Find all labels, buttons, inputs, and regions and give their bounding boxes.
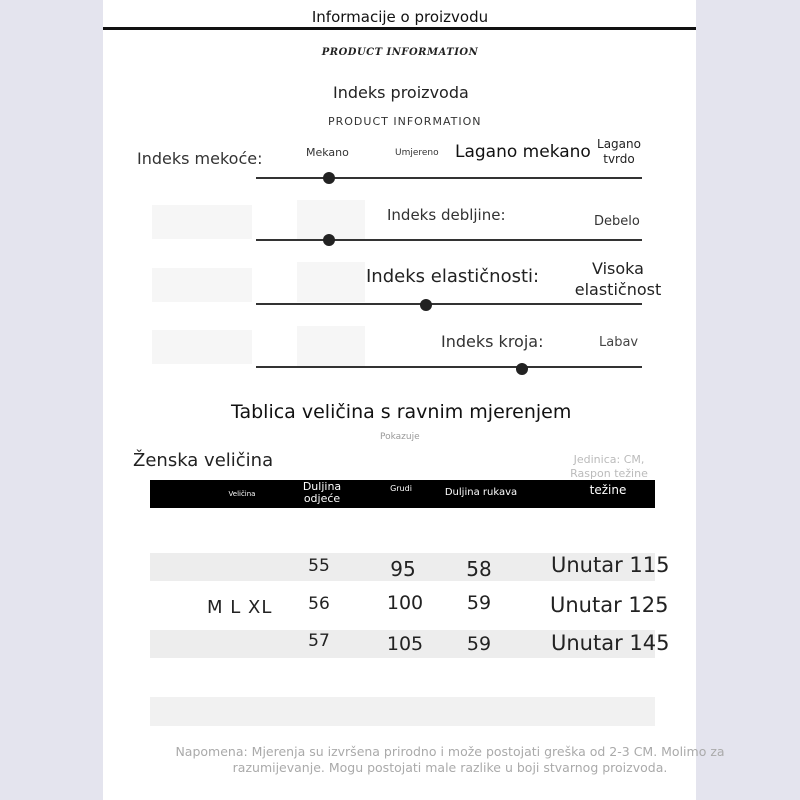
- table-cell: 57: [308, 631, 330, 651]
- background-block: [152, 330, 252, 364]
- table-cell: 59: [466, 592, 492, 614]
- table-cell: Unutar 145: [551, 631, 670, 655]
- fit-right-label: Labav: [599, 335, 639, 350]
- background-block: [297, 326, 365, 366]
- table-cell: 59: [466, 633, 492, 655]
- elasticity-right-label: Visoka elastičnost: [574, 259, 662, 299]
- elasticity-label: Indeks elastičnosti:: [366, 266, 540, 287]
- elasticity-marker: [420, 299, 432, 311]
- index-section-title: Indeks proizvoda: [333, 83, 469, 102]
- table-row-stripe: [150, 697, 655, 726]
- thickness-right-label: Debelo: [594, 214, 640, 229]
- table-cell: 58: [466, 557, 492, 581]
- softness-option-soft: Mekano: [306, 146, 349, 159]
- header-subtitle: PRODUCT INFORMATION: [321, 47, 479, 58]
- header-sleeve: Duljina rukava: [444, 487, 518, 498]
- table-cell: Unutar 115: [551, 553, 670, 577]
- unit-label: Jedinica: CM, Raspon težine: [570, 453, 648, 480]
- header-chest: Grudi: [390, 484, 412, 493]
- index-section-subtitle: PRODUCT INFORMATION: [328, 115, 482, 128]
- size-table-title: Tablica veličina s ravnim mjerenjem: [231, 401, 572, 423]
- table-cell: 100: [386, 592, 424, 614]
- table-cell: Unutar 125: [550, 593, 669, 617]
- size-values: M L XL: [207, 597, 273, 618]
- table-cell: 105: [386, 633, 424, 655]
- thickness-scale-line: [256, 239, 642, 241]
- background-block: [152, 268, 252, 302]
- header-length: Duljina odjeće: [302, 480, 342, 505]
- background-block: [152, 205, 252, 239]
- table-cell: 95: [390, 557, 416, 581]
- softness-option-slightly-hard: Lagano tvrdo: [597, 137, 641, 166]
- thickness-label: Indeks debljine:: [387, 206, 506, 224]
- header-title: Informacije o proizvodu: [311, 8, 489, 26]
- fit-label: Indeks kroja:: [441, 332, 544, 351]
- womens-size-label: Ženska veličina: [133, 450, 274, 471]
- fit-scale-line: [256, 366, 642, 368]
- header-size: Veličina: [228, 490, 256, 498]
- softness-scale-line: [256, 177, 642, 179]
- measurement-note: Napomena: Mjerenja su izvršena prirodno i može postojati greška od 2-3 CM. Molimo za razumijevanje. Mogu postojati male razlike u boji stvarnog proizvoda.: [175, 744, 725, 775]
- size-table-subtitle: Pokazuje: [380, 432, 420, 442]
- table-cell: 56: [308, 594, 330, 614]
- softness-option-slightly-soft: Lagano mekano: [455, 142, 591, 162]
- elasticity-scale-line: [256, 303, 642, 305]
- header-rule: [103, 27, 696, 30]
- softness-label: Indeks mekoće:: [137, 149, 263, 168]
- softness-option-medium: Umjereno: [395, 148, 439, 158]
- background-block: [297, 262, 365, 302]
- table-cell: 55: [308, 556, 330, 576]
- header-weight: težine: [589, 483, 627, 497]
